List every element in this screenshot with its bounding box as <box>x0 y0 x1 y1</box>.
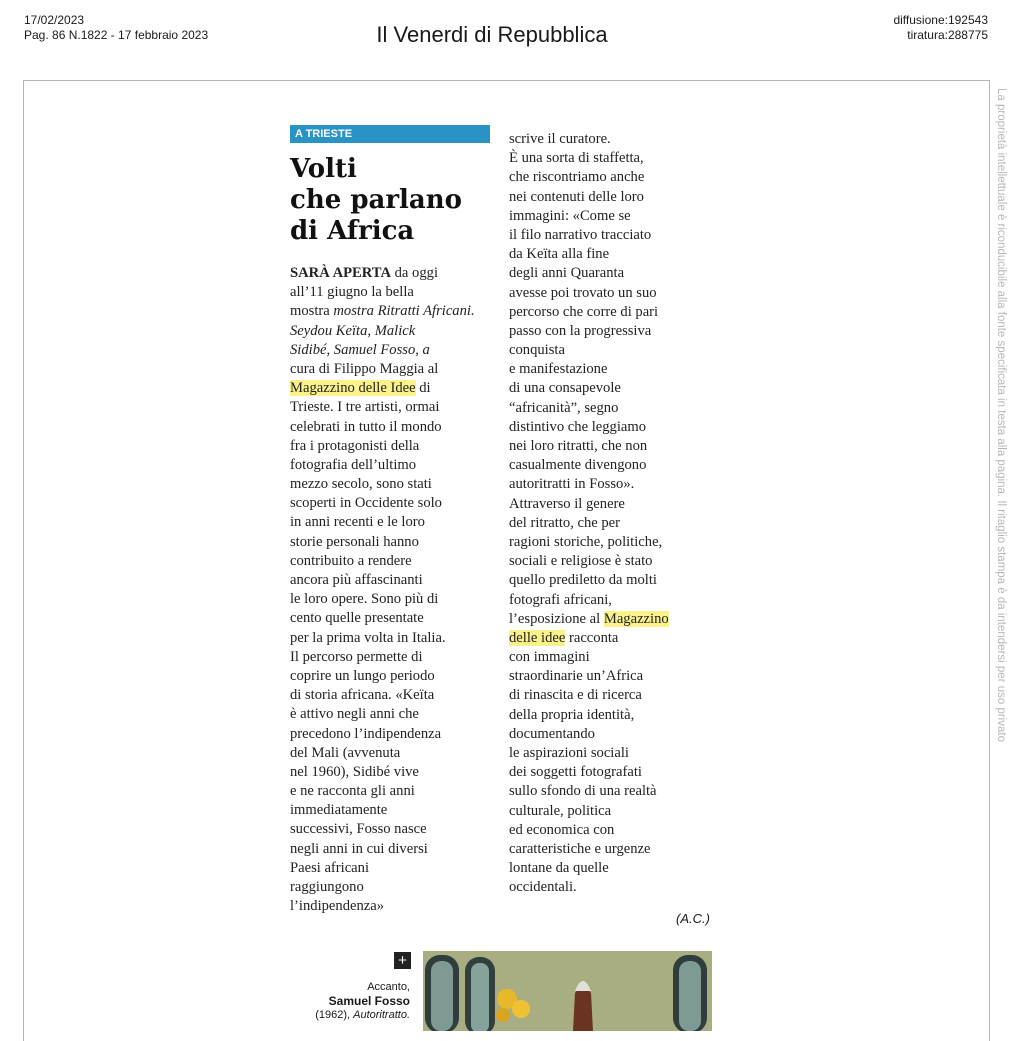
text-line: “africanità”, segno <box>509 399 619 416</box>
photo-caption <box>280 980 410 1022</box>
diffusione: diffusione:192543 <box>893 13 988 27</box>
headline-line: di Africa <box>290 216 415 246</box>
text-line: precedono l’indipendenza <box>290 725 442 742</box>
text-line: ed economica con <box>509 821 615 838</box>
text-line: Il percorso permette di <box>290 648 423 665</box>
text-line: nei loro ritratti, che non <box>509 438 648 454</box>
headline-line: Volti <box>290 154 357 184</box>
caption-line: Accanto, <box>367 981 410 993</box>
text-line: in anni recenti e le loro <box>290 514 425 531</box>
text-line: storie personali hanno <box>290 533 419 550</box>
tiratura: tiratura:288775 <box>907 28 988 42</box>
text-line: di rinascita e di ricerca <box>509 687 642 704</box>
highlight: delle idee <box>509 629 566 646</box>
text-line: negli anni in cui diversi <box>290 840 428 857</box>
text-line: ragioni storiche, politiche, <box>509 533 663 550</box>
text-line: lontane da quelle <box>509 860 609 877</box>
text-line: delle idee racconta <box>509 629 619 646</box>
text-line: mostra mostra Ritratti Africani. <box>290 303 475 320</box>
highlight: Magazzino <box>603 610 669 627</box>
article-photo <box>423 951 712 1031</box>
text-line: che riscontriamo anche <box>509 169 645 186</box>
text-line: celebrati in tutto il mondo <box>290 418 442 435</box>
text-line: coprire un lungo periodo <box>290 667 435 684</box>
text-line: nel 1960), Sidibé vive <box>290 763 419 780</box>
text-line: cento quelle presentate <box>290 610 424 627</box>
text-line: casualmente divengono <box>509 457 647 474</box>
text-line: della propria identità, <box>509 706 635 723</box>
text-line: di storia africana. «Keïta <box>290 687 435 704</box>
text-line: l’esposizione al Magazzino <box>509 610 669 627</box>
text-line: l’indipendenza» <box>290 898 385 915</box>
text-line: mezzo secolo, sono stati <box>290 476 432 493</box>
header-page-info: Pag. 86 N.1822 - 17 febbraio 2023 <box>24 28 209 42</box>
text-line: raggiungono <box>290 879 364 895</box>
text-line: distintivo che leggiamo <box>509 418 646 435</box>
text-line: culturale, politica <box>509 802 612 819</box>
text-line: le loro opere. Sono più di <box>290 591 439 608</box>
publication-title: Il Venerdi di Repubblica <box>376 22 608 47</box>
text-line: le aspirazioni sociali <box>509 745 629 761</box>
text-line: immediatamente <box>290 802 388 819</box>
text-line: il filo narrativo tracciato <box>509 226 652 243</box>
article-kicker: A TRIESTE <box>290 125 490 143</box>
headline-line: che parlano <box>290 185 463 215</box>
text-line: dei soggetti fotografati <box>509 764 642 781</box>
text-line: ancora più affascinanti <box>290 572 423 588</box>
side-copyright-note: La proprietà intellettuale è riconducibile alla fonte specificata in testa alla pagina. Il ritaglio stampa è da intendersi per uso privato <box>995 88 1007 742</box>
text-line: del ritratto, che per <box>509 514 621 531</box>
text-line: immagini: «Come se <box>509 207 631 224</box>
text-line: fra i protagonisti della <box>290 437 420 454</box>
text-line: autoritratti in Fosso». <box>509 476 635 493</box>
text-line: occidentali. <box>509 879 577 896</box>
text-line: scoperti in Occidente solo <box>290 495 442 512</box>
article-column-2 <box>509 130 721 898</box>
text-line: straordinarie un’Africa <box>509 668 644 685</box>
text-line: sullo sfondo di una realtà <box>509 783 657 800</box>
text-line: di una consapevole <box>509 380 621 397</box>
article-column-1 <box>290 264 496 916</box>
caption-line: (1962), Autoritratto. <box>315 1009 410 1021</box>
text-line: del Mali (avvenuta <box>290 744 401 761</box>
header-date: 17/02/2023 <box>24 13 85 27</box>
text-line: è attivo negli anni che <box>290 706 419 723</box>
photo-illustration <box>423 951 712 1031</box>
text-line: Trieste. I tre artisti, ormai <box>290 399 440 416</box>
text-line: degli anni Quaranta <box>509 265 625 282</box>
article-headline <box>290 154 500 247</box>
text-line: successivi, Fosso nasce <box>290 821 427 838</box>
text-line: fotografi africani, <box>509 591 612 608</box>
text-line: passo con la progressiva <box>509 322 652 339</box>
text-line: per la prima volta in Italia. <box>290 629 446 646</box>
plus-icon: + <box>394 952 411 969</box>
text-line: Magazzino delle Idee di <box>290 380 431 397</box>
text-line: e manifestazione <box>509 361 608 378</box>
text-line: all’11 giugno la bella <box>290 284 414 301</box>
text-line: È una sorta di staffetta, <box>509 150 644 167</box>
text-line: da Keïta alla fine <box>509 246 610 263</box>
text-line: caratteristiche e urgenze <box>509 840 651 857</box>
caption-name: Samuel Fosso <box>328 994 410 1008</box>
text-line: Sidibé, Samuel Fosso, a <box>290 341 430 358</box>
text-line: percorso che corre di pari <box>509 303 659 320</box>
text-line: con immagini <box>509 649 590 666</box>
text-line: e ne racconta gli anni <box>290 783 415 800</box>
clipping-frame <box>23 80 990 1041</box>
text-line: Paesi africani <box>290 859 370 876</box>
text-line: SARÀ APERTA da oggi <box>290 265 439 281</box>
text-line: scrive il curatore. <box>509 131 611 147</box>
text-line: quello prediletto da molti <box>509 572 657 589</box>
text-line: conquista <box>509 342 565 359</box>
author-signature: (A.C.) <box>676 911 710 926</box>
text-line: contribuito a rendere <box>290 552 412 569</box>
text-line: avesse poi trovato un suo <box>509 284 657 301</box>
text-line: documentando <box>509 725 595 742</box>
text-line: cura di Filippo Maggia al <box>290 360 439 377</box>
text-line: nei contenuti delle loro <box>509 188 644 205</box>
lead-in: SARÀ APERTA <box>290 265 391 281</box>
text-line: sociali e religiose è stato <box>509 553 653 570</box>
text-line: Seydou Keïta, Malick <box>290 322 416 339</box>
header-stats <box>893 13 988 43</box>
highlight: Magazzino delle Idee <box>290 380 416 397</box>
text-line: Attraverso il genere <box>509 495 625 512</box>
text-line: fotografia dell’ultimo <box>290 456 417 473</box>
